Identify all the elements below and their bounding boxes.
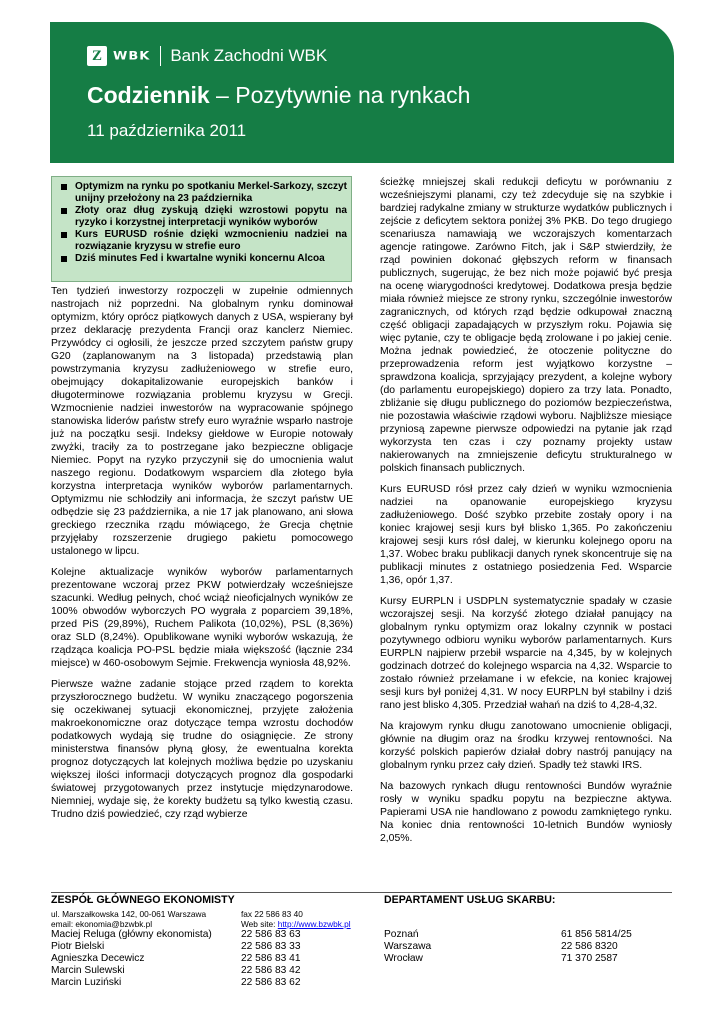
report-header (50, 22, 674, 163)
person-name: Maciej Reluga (główny ekonomista) (51, 929, 212, 941)
paragraph: ścieżkę mniejszej skali redukcji deficytu w porównaniu z wcześniejszymi planami, czy też zdecyduje się na szybkie i bardziej radykalne zmiany w strukturze wydatków publicznych i zejście z deficytem sektora poniżej 3% PKB. Do tego drugiego scenariusza namawiają we wczorajszych komentarzach agencje ratingowe. Zarówno Fitch, jak i S&P stwierdziły, że rząd powinien dokonać głębszych reform w finansach publicznych, sugerując, że bez nich może pojawić być presja na ocenę wiarygodności kredytowej. Dodatkowa presja będzie miała również miejsce ze strony rynku, szczególnie inwestorów zagranicznych, od których rząd będzie odkupował znaczną część obligacji zapadających w przyszłym roku. Pojawia się więc pytanie, czy te obligacje będą zrolowane i po jakiej cenie. Można jednak powiedzieć, że otoczenie polityczne do przeprowadzenia reform jest wyjątkowo korzystne – sprawdzona koalicja, sprzyjający prezydent, a kolejne wybory (do parlamentu europejskiego) dopiero za trzy lata. Ponadto, zbliżanie się długu publicznego do poziomów bezpieczeństwa, nie pozostawia właściwie rządowi wyboru. Najbliższe miesiące przyniosą zapewne pierwsze odpowiedzi na pytanie jak rząd wykorzysta ten czas i czy poznamy projekty ustaw nakierowanych na zmniejszenie deficytu strukturalnego w polskich finansach publicznych. (380, 177, 672, 474)
person-phone: 22 586 83 63 (241, 929, 301, 941)
web-label: Web site: (241, 918, 278, 929)
person-row (51, 941, 371, 953)
person-phone: 22 586 83 42 (241, 965, 301, 977)
person-row (51, 965, 371, 977)
fax-web (241, 910, 351, 929)
web-link[interactable]: http://www.bzwbk.pl (277, 918, 351, 929)
person-phone: 22 586 83 41 (241, 953, 301, 965)
highlight-item: Optymizm na rynku po spotkaniu Merkel-Sarkozy, szczyt unijny przełożony na 23 października (58, 181, 347, 205)
person-name: Marcin Luziński (51, 977, 122, 989)
paragraph: Kursy EURPLN i USDPLN systematycznie spadały w czasie wczorajszej sesji. Na korzyść złotego działał panujący na globalnym rynku optymizm oraz lokalny czynnik w postaci pozytywnego odbioru wyniku wyborów parlamentarnych. Kurs EURPLN najpierw przebił wsparcie na 4,345, by w kolejnych godzinach dotrzeć do kolejnego wsparcia na 4,32. Wsparcie to zostało również przełamane i w efekcie, na koniec krajowej sesji kurs był poniżej 4,31. W nocy EURPLN był stabilny i dziś rano jest blisko 4,305. Przedział wahań na dziś to 4,28-4,32. (380, 596, 672, 711)
logo-divider (160, 46, 161, 66)
contact-row (51, 910, 371, 929)
highlights-box (51, 176, 352, 282)
paragraph: Kolejne aktualizacje wyników wyborów parlamentarnych prezentowane wczoraj przez PKW potwierdzały wcześniejsze szacunki. Według pełnych, choć wciąż nieoficjalnych wyników ze 100% obwodów wyborczych PO wygrała z poparciem 39,18%, przed PiS (29,89%), Ruchem Palikota (10,02%), PSL (8,36%) oraz SLD (8,24%). Opublikowane wyniki wyborów wskazują, że rządząca koalicja PO-PSL będzie miała większość (łącznie 234 miejsce) w 460-osobowym Sejmie. Frekwencja wyniosła 48,92%. (51, 567, 353, 669)
person-row (51, 977, 371, 989)
footer-economists (51, 894, 371, 989)
paragraph: Na bazowych rynkach długu rentowności Bundów wyraźnie rosły w wyniku spadku popytu na bezpieczne aktywa. Papierami USA nie handlowano z powodu zamkniętego rynku. Na koniec dnia rentowności 10-letnich Bundów wyniosły 2,05%. (380, 781, 672, 844)
left-column (51, 285, 353, 829)
highlight-item: Kurs EURUSD rośnie dzięki wzmocnieniu nadziei na rozwiązanie kryzysu w strefie euro (58, 229, 347, 253)
person-name: Marcin Sulewski (51, 965, 125, 977)
highlight-item: Złoty oraz dług zyskują dzięki wzrostowi popytu na ryzyko i korzystnej interpretacji wyników wyborów (58, 205, 347, 229)
office-city: Warszawa (384, 941, 432, 952)
paragraph: Na krajowym rynku długu zanotowano umocnienie obligacji, głównie na długim oraz na środku krzywej rentowności. Na korzyść polskich papierów działał dobry nastrój panujący na globalnym rynku przez cały dzień. Spadły też stawki IRS. (380, 721, 672, 771)
right-column (380, 176, 672, 853)
web-site (241, 920, 351, 930)
bank-logo-icon: Z (87, 46, 107, 66)
report-date: 11 października 2011 (87, 121, 247, 140)
report-title-bold: Codziennik (87, 82, 210, 108)
office-phone: 71 370 2587 (561, 953, 618, 964)
person-phone: 22 586 83 62 (241, 977, 301, 989)
person-row (51, 953, 371, 965)
person-name: Piotr Bielski (51, 941, 105, 953)
address (51, 910, 241, 929)
spacer (384, 910, 674, 929)
office-row (384, 953, 674, 965)
person-row (51, 929, 371, 941)
person-name: Agnieszka Decewicz (51, 953, 145, 965)
footer-heading: DEPARTAMENT USŁUG SKARBU: (384, 894, 556, 906)
fax: fax 22 586 83 40 (241, 909, 303, 919)
paragraph: Ten tydzień inwestorzy rozpoczęli w zupełnie odmiennych nastrojach niż poprzedni. Na globalnym rynku dominował optymizm, który oprócz piątkowych danych z USA, wspierany był przez deklarację prezydenta Francji oraz kanclerz Niemiec. Przywódcy ci ogłosili, że jeszcze przed szczytem państw grupy G20 (zaplanowanym na 3 listopada) przedstawią plan powstrzymania kryzysu zadłużeniowego w strefie euro, obejmujący dokapitalizowanie europejskich banków i długoterminowe rozwiązania problemu kryzysu w Grecji. Wzmocnienie nadziei inwestorów na wypracowanie spójnego stanowiska liderów państw strefy euro wyraźnie wsparło nastroje już na początku sesji. Indeksy giełdowe w Europie notowały zwyżki, traciły za to postrzegane jako bezpieczne obligacje Niemiec. Popyt na ryzyko przyczynił się do umocnienia walut naszego regionu. Dodatkowym wsparciem dla złotego była korzystna interpretacja wyników wyborów parlamentarnych. Optymizmu nie schłodziły ani informacja, że szczyt państw UE odbędzie się 23 października, a nie 17 jak planowano, ani słowa greckiego rzecznika rządu mówiącego, że Grecja chętnie przyjęłaby rozszerzenie drugiego pakietu pomocowego ustalonego w lipcu. (51, 286, 353, 557)
office-city: Poznań (384, 929, 419, 940)
report-title-subtitle: – Pozytywnie na rynkach (209, 82, 471, 108)
office-city: Wrocław (384, 953, 423, 964)
logo-wordmark: WBK (113, 49, 151, 63)
office-phone: 22 586 8320 (561, 941, 618, 952)
office-row (384, 929, 674, 941)
highlight-item: Dziś minutes Fed i kwartalne wyniki koncernu Alcoa (58, 253, 347, 265)
office-row (384, 941, 674, 953)
footer-treasury (384, 894, 674, 965)
email: email: ekonomia@bzwbk.pl (51, 918, 153, 929)
report-title (87, 82, 470, 109)
person-phone: 22 586 83 33 (241, 941, 301, 953)
paragraph: Kurs EURUSD rósł przez cały dzień w wyniku wzmocnienia nadziei na opanowanie europejskiego kryzysu zadłużeniowego. Dość szybko przebite zostały opory i na koniec krajowej sesji kurs był blisko 1,365. Po zakończeniu krajowej sesji kurs rósł dalej, w kierunku kolejnego oporu na 1,37. Wobec braku publikacji danych rynek skoncentruje się na publikacji minutes z ostatniego posiedzenia Fed. Wsparcie 1,36, opór 1,37. (380, 484, 672, 586)
office-phone: 61 856 5814/25 (561, 929, 632, 940)
address-line: ul. Marszałkowska 142, 00-061 Warszawa (51, 909, 207, 919)
footer-divider (51, 892, 672, 893)
bank-name: Bank Zachodni WBK (170, 46, 328, 65)
paragraph: Pierwsze ważne zadanie stojące przed rządem to korekta przyszłorocznego budżetu. W wyniku znaczącego pogorszenia się oczekiwanej sytuacji ekonomicznej, przyjęte założenia makroekonomiczne oraz dotyczące tempa wzrostu dochodów podatkowych wydają się trudne do osiągnięcie. Ze strony ministerstwa finansów płyną głosy, że ewentualna korekta prognoz dotyczących lat kolejnych możliwa będzie po uzyskaniu większej ilości informacji dotyczących prognoz dla gospodarki światowej przygotowanych przez instytucje międzynarodowe. Niemniej, wydaje się, że korekty budżetu są tylko kwestią czasu. Trudno dziś powiedzieć, czy rząd wybierze (51, 679, 353, 820)
footer-heading: ZESPÓŁ GŁÓWNEGO EKONOMISTY (51, 894, 235, 906)
logo (87, 45, 327, 67)
